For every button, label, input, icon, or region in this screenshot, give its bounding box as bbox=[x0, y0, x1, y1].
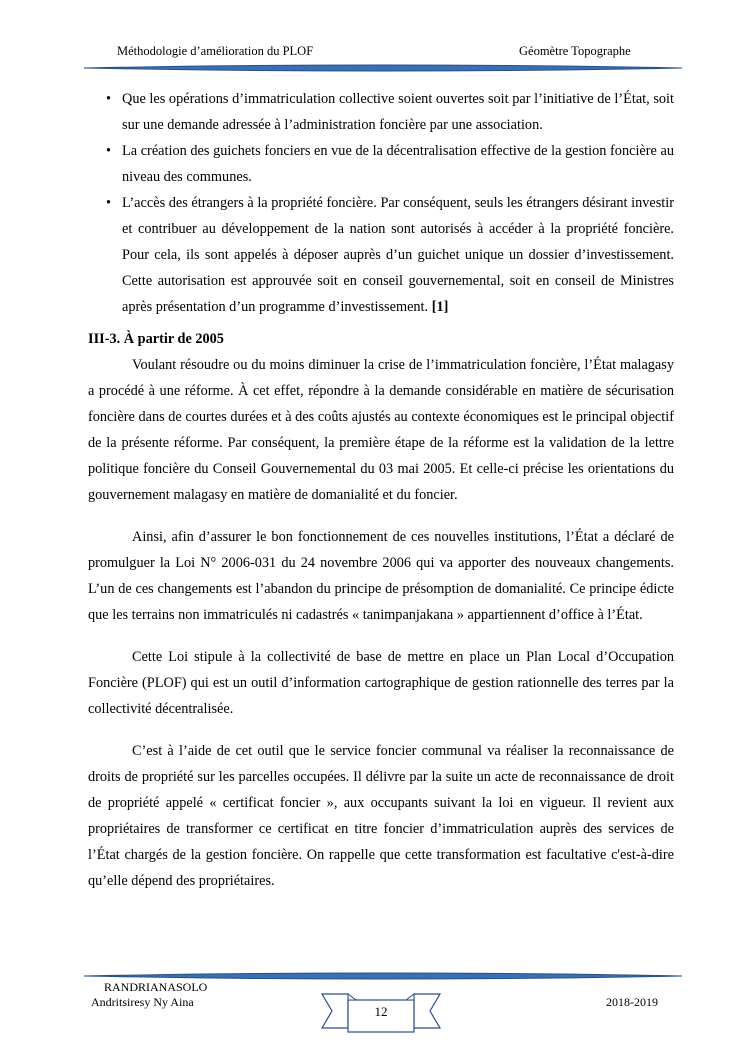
author-surname: RANDRIANASOLO bbox=[104, 980, 208, 994]
list-item-text: Que les opérations d’immatriculation collective soient ouvertes soit par l’initiative de l’État, soit sur une demande adressée à l’administration foncière par une association. bbox=[122, 91, 674, 133]
page-footer bbox=[0, 960, 745, 1053]
header-rule bbox=[82, 62, 684, 74]
author-given-names: Andritsiresy Ny Aina bbox=[91, 995, 194, 1009]
bullet-marker: • bbox=[106, 91, 112, 107]
paragraph: Ainsi, afin d’assurer le bon fonctionnement de ces nouvelles institutions, l’État a déclaré de promulguer la Loi N° 2006-031 du 24 novembre 2006 qui va apporter des nouveaux changements. L’un de ces changements est l’abandon du principe de présomption de domanialité. Ce principe édicte que les terrains non immatriculés ni cadastrés « tanimpanjakana » appartiennent d’office à l’État. bbox=[88, 529, 674, 623]
page-header bbox=[0, 0, 745, 80]
paragraph: Voulant résoudre ou du moins diminuer la crise de l’immatriculation foncière, l’État malagasy a procédé à une réforme. À cet effet, répondre à la demande considérable en matière de sécurisation foncière dans de courtes durées et à des coûts ajustés au contexte économiques est le principal objectif de la présente réforme. Par conséquent, la première étape de la réforme est la validation de la lettre politique foncière du Conseil Gouvernemental du 03 mai 2005. Et celle-ci précise les orientations du gouvernement malagasy en matière de domanialité et du foncier. bbox=[88, 357, 674, 503]
list-item bbox=[88, 86, 674, 138]
section-heading: III-3. À partir de 2005 bbox=[88, 331, 224, 347]
bullet-marker: • bbox=[106, 143, 112, 159]
bullet-list bbox=[88, 86, 674, 320]
list-item bbox=[88, 190, 674, 320]
list-item bbox=[88, 138, 674, 190]
header-document-title: Méthodologie d’amélioration du PLOF bbox=[117, 44, 314, 58]
list-item-text: L’accès des étrangers à la propriété foncière. Par conséquent, seuls les étrangers désirant investir et contribuer au développement de la nation sont autorisés à accéder à la propriété foncière. Pour cela, ils sont appelés à déposer auprès d’un guichet unique un dossier d’investissement. Cette autorisation est approuvée soit en conseil gouvernemental, soit en conseil de Ministres après présentation d’un programme d’investissement. bbox=[122, 195, 674, 315]
page-body bbox=[88, 86, 674, 910]
header-discipline: Géomètre Topographe bbox=[519, 44, 631, 58]
paragraph: Cette Loi stipule à la collectivité de base de mettre en place un Plan Local d’Occupation Foncière (PLOF) qui est un outil d’information cartographique de gestion rationnelle des terres par la collectivité décentralisée. bbox=[88, 649, 674, 717]
bullet-marker: • bbox=[106, 195, 112, 211]
page-number: 12 bbox=[374, 1004, 388, 1019]
academic-year: 2018-2019 bbox=[606, 995, 658, 1009]
list-item-text: La création des guichets fonciers en vue de la décentralisation effective de la gestion foncière au niveau des communes. bbox=[122, 143, 674, 185]
paragraph: C’est à l’aide de cet outil que le service foncier communal va réaliser la reconnaissance de droits de propriété sur les parcelles occupées. Il délivre par la suite un acte de reconnaissance de droit de propriété appelé « certificat foncier », aux occupants suivant la loi en vigueur. Il revient aux propriétaires de transformer ce certificat en titre foncier d’immatriculation auprès des services de l’État chargés de la gestion foncière. On rappelle que cette transformation est facultative c'est-à-dire qu’elle dépend des propriétaires. bbox=[88, 743, 674, 889]
citation-reference: [1] bbox=[431, 299, 449, 315]
